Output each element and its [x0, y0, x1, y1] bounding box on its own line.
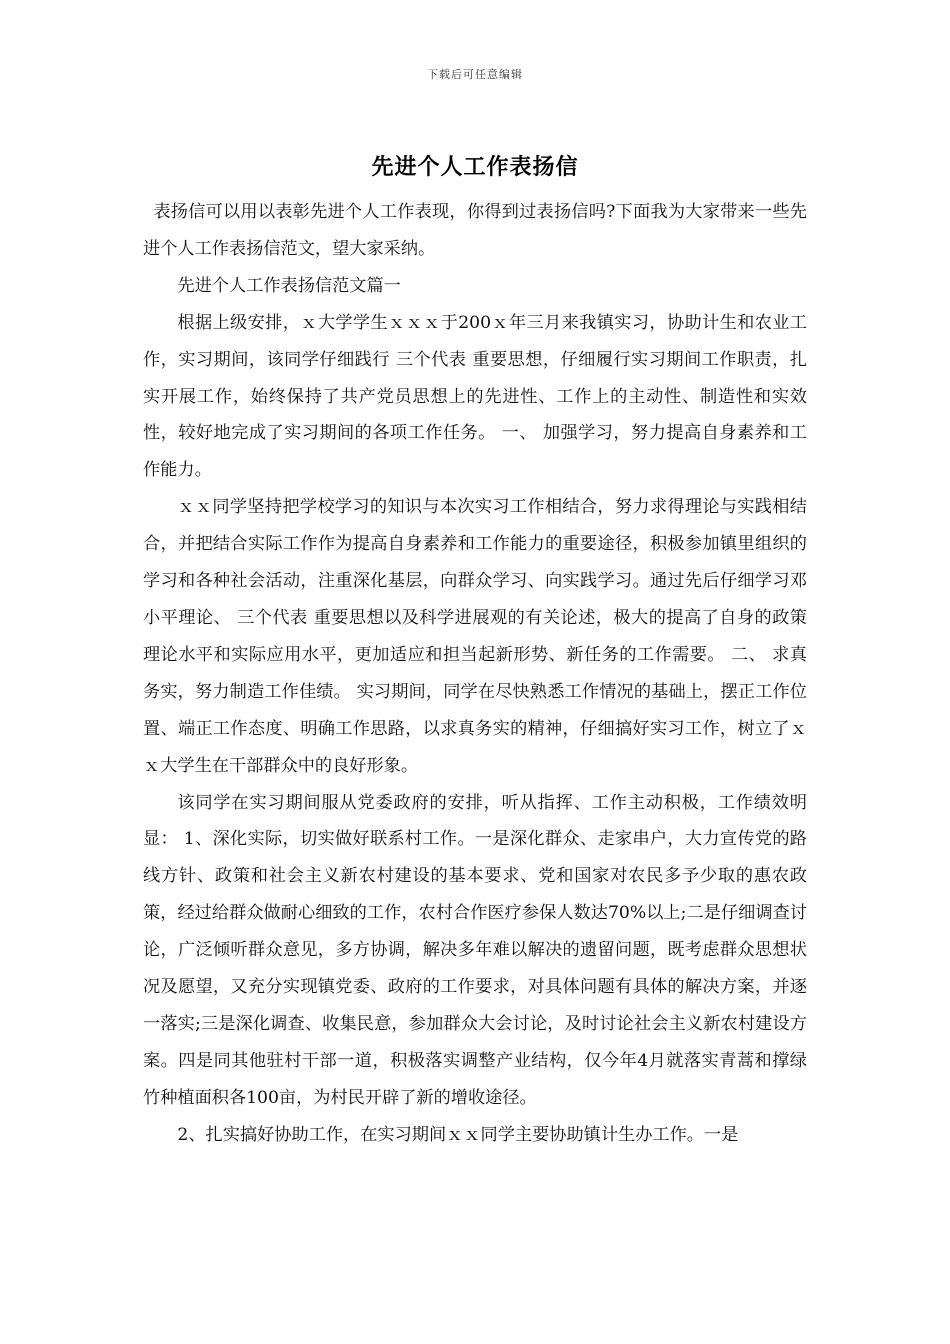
body-paragraph: 根据上级安排，ｘ大学学生ｘｘｘ于200ｘ年三月来我镇实习，协助计生和农业工作，实习期间，该同学仔细践行 三个代表 重要思想，仔细履行实习期间工作职责，扎实开展工作，始终保持了共产党员思想上的先进性、工作上的主动性、制造性和实效性，较好地完成了实习期间的各项工作任务。 一、 加强学习，努力提高自身素养和工作能力。 [143, 312, 807, 481]
document-body [143, 194, 807, 1154]
header-note: 下载后可任意编辑 [427, 68, 523, 81]
intro-paragraph: 表扬信可以用以表彰先进个人工作表现，你得到过表扬信吗?下面我为大家带来一些先进个人工作表扬信范文，望大家采纳。 [143, 202, 807, 259]
body-paragraph: 该同学在实习期间服从党委政府的安排，听从指挥、工作主动积极，工作绩效明显： 1、深化实际，切实做好联系村工作。一是深化群众、走家串户，大力宣传党的路线方针、政策和社会主义新农村建设的基本要求、党和国家对农民多予少取的惠农政策，经过给群众做耐心细致的工作，农村合作医疗参保人数达70%以上;二是仔细调查讨论，广泛倾听群众意见，多方协调，解决多年难以解决的遗留问题，既考虑群众思想状况及愿望，又充分实现镇党委、政府的工作要求，对具体问题有具体的解决方案，并逐一落实;三是深化调查、收集民意，参加群众大会讨论，及时讨论社会主义新农村建设方案。四是同其他驻村干部一道，积极落实调整产业结构，仅今年4月就落实青蒿和撑绿竹种植面积各100亩，为村民开辟了新的增收途径。 [143, 792, 807, 1108]
body-paragraph: 2、扎实搞好协助工作，在实习期间ｘｘ同学主要协助镇计生办工作。一是 [177, 1124, 739, 1145]
section-heading: 先进个人工作表扬信范文篇一 [177, 275, 401, 296]
body-paragraph: ｘｘ同学坚持把学校学习的知识与本次实习工作相结合，努力求得理论与实践相结合，并把结合实际工作作为提高自身素养和工作能力的重要途径，积极参加镇里组织的学习和各种社会活动，注重深化基层，向群众学习、向实践学习。通过先后仔细学习邓小平理论、 三个代表 重要思想以及科学进展观的有关论述，极大的提高了自身的政策理论水平和实际应用水平，更加适应和担当起新形势、新任务的工作需要。 二、 求真务实，努力制造工作佳绩。 实习期间，同学在尽快熟悉工作情况的基础上，摆正工作位置、端正工作态度、明确工作思路，以求真务实的精神，仔细搞好实习工作，树立了ｘｘ大学生在干部群众中的良好形象。 [143, 497, 807, 776]
document-title: 先进个人工作表扬信 [371, 154, 579, 180]
